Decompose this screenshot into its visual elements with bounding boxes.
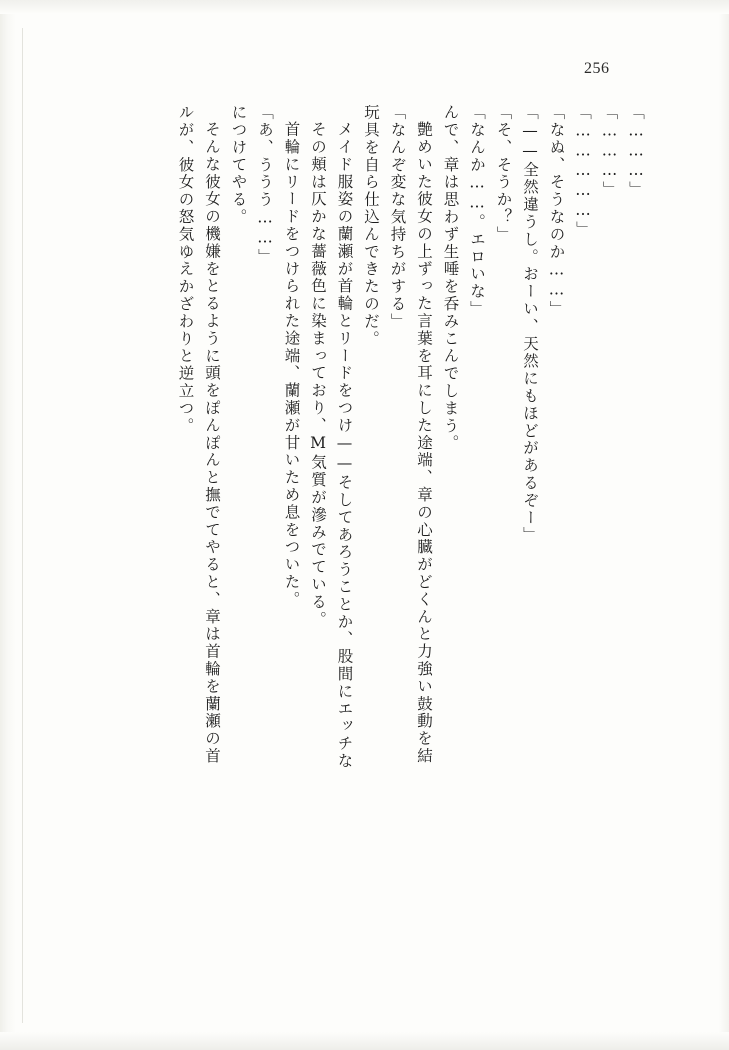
text-column: 「……………」 (574, 104, 592, 239)
text-column: 玩具を自ら仕込んできたのだ。 (362, 104, 380, 348)
text-column: 「そ、そうか？」 (494, 104, 513, 244)
text-column: 「………」 (627, 104, 645, 199)
text-column: んで、章は思わず生唾を呑みこんでしまう。 (441, 104, 460, 452)
text-column: 「なぬ、そうなのか……」 (547, 104, 566, 318)
text-column: 「——全然違うし。おーい、天然にもほどがあるぞー」 (521, 104, 539, 544)
vertical-text-body (177, 104, 643, 984)
scan-edge-right (719, 0, 729, 1050)
text-column: 艶めいた彼女の上ずった言葉を耳にした途端、章の心臓がどくんと力強い鼓動を結 (415, 121, 433, 765)
text-column: につけてやる。 (229, 104, 248, 226)
page-number: 256 (584, 60, 610, 77)
page-spine-line (22, 28, 23, 1023)
scan-edge-top (0, 0, 729, 14)
text-column: 「なんぞ変な気持ちがする」 (388, 104, 407, 331)
text-column: 「………」 (600, 104, 619, 199)
text-column: 首輪にリードをつけられた途端、蘭瀬が甘いため息をついた。 (282, 121, 301, 609)
text-column: 「なんか……。エロいな」 (468, 104, 486, 318)
text-column: 「あ、ううう……」 (256, 104, 274, 266)
scan-edge-left (0, 0, 16, 1050)
text-column: メイド服姿の蘭瀬が首輪とリードをつけ——そしてあろうことか、股間にエッチな (335, 121, 354, 770)
scan-edge-bottom (0, 1032, 729, 1050)
text-column: その頬は仄かな薔薇色に染まっており、M気質が滲みでている。 (309, 121, 327, 629)
text-column: ルが、彼女の怒気ゆえかざわりと逆立つ。 (176, 104, 195, 435)
text-column: そんな彼女の機嫌をとるように頭をぽんぽんと撫でてやると、章は首輪を蘭瀬の首 (203, 121, 221, 765)
